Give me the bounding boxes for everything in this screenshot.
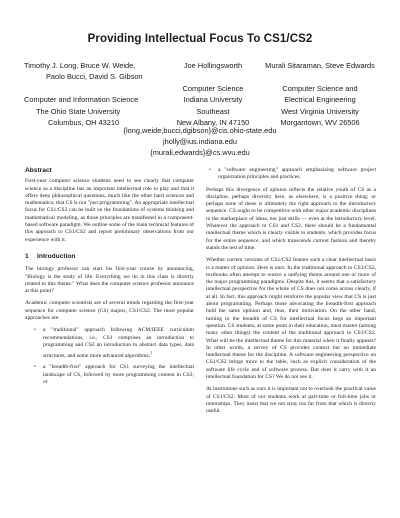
affiliation-line: Computer Science bbox=[182, 83, 244, 93]
affiliation-line: New Albany, IN 47150 bbox=[176, 118, 250, 128]
intro-paragraph-1: The biology professor can start his first-year course by announcing, "Biology is the study of life. Everything we do in this class is directly related to this theme." What does the computer science professor announce at this point? bbox=[25, 266, 194, 295]
affiliation-line: Columbus, OH 43210 bbox=[48, 118, 120, 128]
email-line: {murali,edwards}@cs.wvu.edu bbox=[150, 147, 250, 157]
affiliation-line: Computer and Information Science bbox=[24, 95, 139, 105]
affiliation-line: The Ohio State University bbox=[36, 106, 121, 116]
section-heading-introduction bbox=[25, 253, 194, 260]
affiliation-line: Indiana University bbox=[183, 95, 243, 105]
affiliation-line: Morgantown, WV 26506 bbox=[280, 118, 360, 128]
body-paragraph: Perhaps this divergence of opinion reflects the relative youth of CS as a discipline, perhaps diversity here, as elsewhere, is a positive thing; or perhaps none of these is ultimately the right approach to the introductory sequence. CS ought to be competitive with other major academic disciplines in the marketplace of ideas, not just skills — even at the introductory level. Whatever the approach to CS1 and CS2, there should be a fundamental intellectual theme which is clearly visible to students, which provides focus for the entire sequence, and which transcends current fashion and thereby stands the test of time. bbox=[206, 186, 376, 251]
approach-list bbox=[25, 327, 194, 386]
author-line bbox=[260, 71, 380, 82]
author-line: Murali Sitaraman, Steve Edwards bbox=[265, 61, 375, 70]
affiliation-line: Computer Science and bbox=[282, 83, 358, 93]
affiliation-line: Southeast bbox=[196, 106, 230, 116]
list-item: • a "breadth-first" approach for CS1 surveying the intellectual landscape of CS, followed by more programming content in CS2; or bbox=[43, 364, 194, 386]
affiliation-line: Electrical Engineering bbox=[284, 95, 356, 105]
footnote-marker: 1 bbox=[150, 350, 153, 356]
body-paragraph: At institutions such as ours it is important not to overlook the practical value of CS1/CS2. Most of our students work at part-time or full-time jobs or internships. They insist that we not stray too far from that which is directly useful. bbox=[206, 386, 376, 415]
affiliation-line: West Virginia University bbox=[281, 106, 359, 116]
list-item: • a "software engineering" approach emphasizing software project organization principles and practices. bbox=[218, 167, 376, 182]
intro-paragraph-2: Academic computer scientists are of several minds regarding the first-year sequence for computer science (CS) majors, CS1/CS2. The most popular approaches are: bbox=[25, 300, 194, 322]
list-item: • a "traditional" approach following ACM/IEEE curriculum recommendations, i.e., CS1 comprises an introduction to programming and CS2 an introduction to abstract data types, data structures, and some more advanced algorithms;$^1$ bbox=[43, 327, 194, 360]
author-line: Timothy J. Long, Bruce W. Weide, bbox=[24, 61, 136, 70]
email-block bbox=[0, 126, 400, 158]
author-column-wvu bbox=[260, 60, 380, 128]
abstract-text: First-year computer science students need to see clearly that computer science as a discipline has an important intellectual role to play and that it offers deep philosophical questions, much like the other hard sciences and mathematics; that CS is not "just programming". An appropriate intellectual focus for CS1/CS2 can be built on the foundations of systems thinking and mathematical modeling, as those principles are manifested in a component-based software paradigm. We outline some of the main technical features of this approach to CS1/CS2 and report preliminary observations from our experience with it. bbox=[25, 178, 194, 243]
author-line bbox=[168, 71, 258, 82]
author-column-osu bbox=[24, 60, 143, 128]
left-column bbox=[25, 167, 194, 391]
section-title: Introduction bbox=[37, 252, 76, 260]
email-line: {long,weide,bucci,dgibson}@cis.ohio-state.edu bbox=[123, 126, 277, 135]
paper-title: Providing Intellectual Focus To CS1/CS2 bbox=[87, 33, 313, 45]
author-line bbox=[24, 83, 143, 94]
approach-list-continued bbox=[206, 167, 376, 182]
right-column bbox=[206, 167, 376, 421]
author-line: Paolo Bucci, David S. Gibson bbox=[46, 72, 143, 82]
email-line: jholly@ius.indiana.edu bbox=[162, 136, 238, 146]
body-paragraph: Whether current versions of CS1/CS2 feature such a clear intellectual basis is a matter of opinion. Here is ours. In the traditional approach to CS1/CS2, textbooks often attempt to weave a unifying theme around one or more of the major programming paradigms. Despite this, it seems that a satisfactory intellectual perspective for the whole of CS does not come across clearly, if at all. In fact, this approach might reinforce the popular view that CS is just about programming. Perhaps those advocating the breadth-first approach hold the same opinion and, thus, their motivation. On the other hand, turning to the breadth of CS for intellectual focus begs an important question. CS students, at some point in their education, must master (among many other things) the content of the traditional approach to CS1/CS2. What will be the intellectual theme for this material when it finally appears? In other words, a survey of CS provides context but no immediate intellectual theme for the discipline. A software engineering perspective on CS1/CS2 brings more to the table, such as explicit consideration of the software life cycle and of software process. But does it carry with it an intellectual foundation for CS? We do not see it. bbox=[206, 257, 376, 381]
author-line: Joe Hollingsworth bbox=[183, 61, 243, 70]
author-column-indiana bbox=[168, 60, 258, 128]
abstract-heading: Abstract bbox=[25, 167, 52, 174]
section-number: 1 bbox=[25, 252, 29, 260]
